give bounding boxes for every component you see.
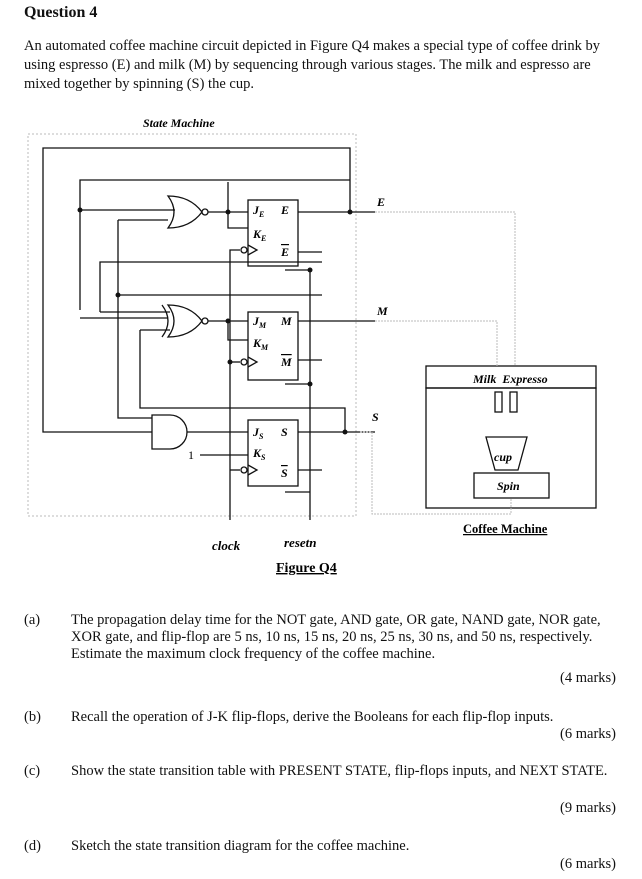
ff-e-j-label: $J_E$: [253, 203, 265, 219]
part-a-label: (a): [24, 612, 41, 628]
output-connections: [360, 212, 515, 514]
figure-caption: Figure Q4: [276, 561, 337, 576]
clock-label: clock: [212, 538, 241, 553]
part-a: [24, 612, 614, 692]
ff-s-j-label: $J_S$: [253, 425, 264, 441]
part-a-marks: (4 marks): [560, 670, 616, 686]
xnor-gate-back-arc: [162, 305, 168, 337]
intro-paragraph: An automated coffee machine circuit depicted in Figure Q4 makes a special type of coffee drink by using espresso (E) and milk (M) by sequencing through various stages. The milk and espresso are mixed together by spinning (S) the cup.: [24, 38, 601, 92]
resetn-label: resetn: [284, 535, 317, 550]
part-a-text: The propagation delay time for the NOT gate, AND gate, OR gate, NAND gate, NOR gate, XOR gate, and flip-flop are 5 ns, 10 ns, 15 ns, 20 ns, 25 ns, 30 ns, and 50 ns, respectively. Estimate the maximum clock frequency of the coffee machine.: [71, 612, 601, 662]
part-c-marks: (9 marks): [560, 800, 616, 816]
ff-e-qbar-label: E: [281, 245, 290, 259]
const-one-label: 1: [188, 448, 194, 462]
ff-s-clock-triangle: [248, 465, 257, 475]
part-d-marks: (6 marks): [560, 856, 616, 872]
output-m-label: M: [377, 304, 388, 318]
nozzle-right: [510, 392, 517, 412]
ff-m-clock-triangle: [248, 357, 257, 367]
part-c: [24, 763, 614, 803]
part-b-label: (b): [24, 709, 41, 725]
ff-m-j-label: $J_M$: [253, 314, 267, 330]
ff-e-clock-triangle: [248, 245, 257, 255]
part-b-text: Recall the operation of J-K flip-flops, derive the Booleans for each flip-flop inputs.: [71, 709, 554, 725]
ff-m-k-label: $K_M$: [253, 336, 269, 352]
coffee-machine-title: Coffee Machine: [463, 522, 548, 536]
ff-e-q-label: E: [281, 203, 290, 217]
ff-s-k-label: $K_S$: [253, 446, 266, 462]
part-d: [24, 838, 614, 858]
question-title: Question 4: [24, 4, 98, 21]
and-gate-body: [152, 415, 187, 449]
xnor-gate-body: [168, 305, 202, 337]
ff-m-q-label: M: [281, 314, 292, 328]
output-s-label: S: [372, 410, 379, 424]
part-d-text: Sketch the state transition diagram for the coffee machine.: [71, 838, 410, 854]
ff-s-q-label: S: [281, 425, 288, 439]
nor-gate-body: [168, 196, 202, 228]
part-b: [24, 709, 614, 729]
output-e-label: E: [377, 195, 386, 209]
nozzle-left: [495, 392, 502, 412]
ff-m-qbar-label: M: [281, 355, 292, 369]
machine-top-label: Milk Expresso: [473, 372, 548, 386]
figure-q4-diagram: [0, 110, 642, 590]
part-c-text: Show the state transition table with PRESENT STATE, flip-flops inputs, and NEXT STATE.: [71, 763, 608, 779]
spin-label: Spin: [497, 479, 520, 493]
cup-label: cup: [494, 450, 512, 464]
state-machine-label: State Machine: [143, 116, 215, 130]
ff-s-qbar-label: S: [281, 466, 288, 480]
part-d-label: (d): [24, 838, 41, 854]
part-c-label: (c): [24, 763, 41, 779]
ff-e-k-label: $K_E$: [253, 227, 267, 243]
part-b-marks: (6 marks): [560, 726, 616, 742]
